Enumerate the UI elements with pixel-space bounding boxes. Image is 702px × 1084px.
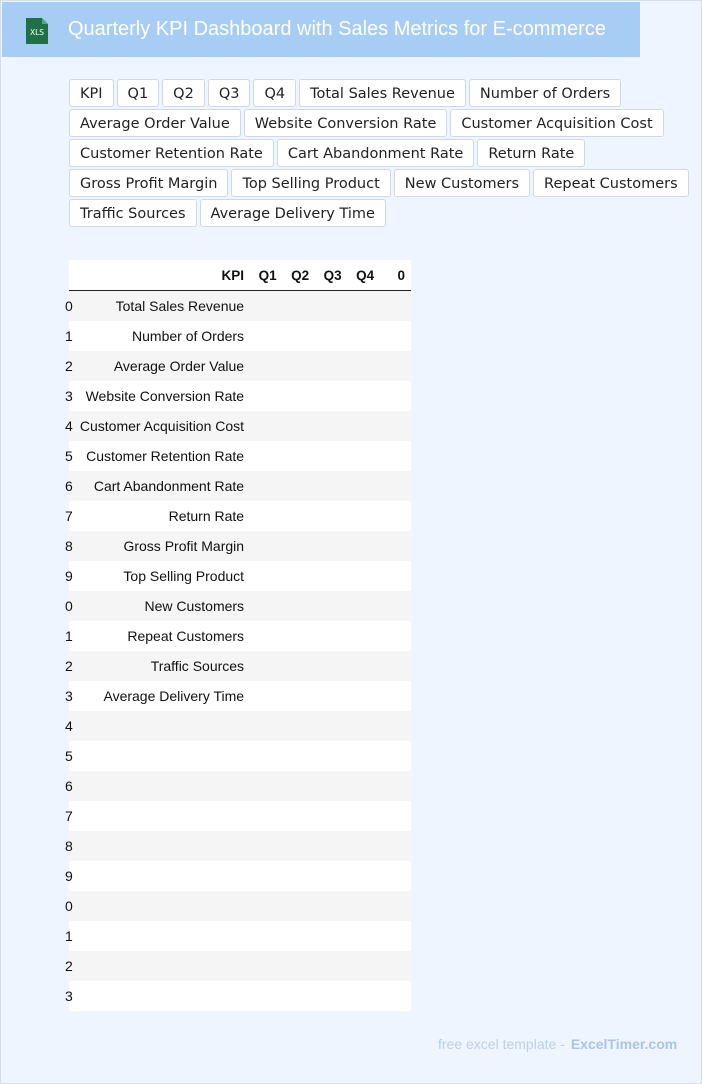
value-cell bbox=[283, 441, 316, 471]
value-cell bbox=[348, 951, 381, 981]
kpi-cell bbox=[69, 981, 250, 1011]
column-chip[interactable]: Average Delivery Time bbox=[200, 199, 386, 227]
value-cell bbox=[380, 291, 411, 322]
value-cell bbox=[315, 291, 348, 322]
value-cell bbox=[283, 321, 316, 351]
row-index-label: 0 bbox=[65, 898, 73, 914]
row-index-label: 1 bbox=[65, 928, 73, 944]
value-cell bbox=[283, 501, 316, 531]
value-cell bbox=[348, 771, 381, 801]
value-cell bbox=[348, 711, 381, 741]
value-cell bbox=[283, 291, 316, 322]
table-row bbox=[69, 381, 411, 411]
row-index-label: 6 bbox=[65, 778, 73, 794]
value-cell bbox=[315, 771, 348, 801]
value-cell bbox=[315, 891, 348, 921]
value-cell bbox=[250, 771, 283, 801]
table-header-row bbox=[69, 260, 411, 291]
row-index-label: 8 bbox=[65, 838, 73, 854]
kpi-cell: Repeat Customers bbox=[69, 621, 250, 651]
table-row bbox=[69, 711, 411, 741]
value-cell bbox=[315, 741, 348, 771]
column-chip[interactable]: Website Conversion Rate bbox=[244, 109, 448, 137]
kpi-cell: Top Selling Product bbox=[69, 561, 250, 591]
row-index-label: 1 bbox=[65, 628, 73, 644]
row-index-label: 7 bbox=[65, 808, 73, 824]
value-cell bbox=[250, 621, 283, 651]
column-chip[interactable]: Repeat Customers bbox=[533, 169, 689, 197]
table-row bbox=[69, 771, 411, 801]
xls-file-icon bbox=[23, 16, 51, 46]
kpi-cell bbox=[69, 951, 250, 981]
column-chip[interactable]: KPI bbox=[69, 79, 114, 107]
column-chip[interactable]: Number of Orders bbox=[469, 79, 621, 107]
value-cell bbox=[380, 831, 411, 861]
footer-credit bbox=[438, 1036, 677, 1052]
value-cell bbox=[250, 711, 283, 741]
value-cell bbox=[283, 561, 316, 591]
value-cell bbox=[250, 291, 283, 322]
kpi-cell: Customer Acquisition Cost bbox=[69, 411, 250, 441]
column-chip[interactable]: Q2 bbox=[162, 79, 205, 107]
table-row bbox=[69, 801, 411, 831]
page-title: Quarterly KPI Dashboard with Sales Metrics for E-commerce bbox=[68, 18, 606, 40]
row-index-label: 4 bbox=[65, 418, 73, 434]
value-cell bbox=[250, 351, 283, 381]
kpi-cell: Total Sales Revenue bbox=[69, 291, 250, 322]
value-cell bbox=[315, 981, 348, 1011]
value-cell bbox=[250, 861, 283, 891]
column-chip[interactable]: Top Selling Product bbox=[231, 169, 390, 197]
value-cell bbox=[283, 891, 316, 921]
value-cell bbox=[283, 531, 316, 561]
value-cell bbox=[250, 531, 283, 561]
kpi-cell: Cart Abandonment Rate bbox=[69, 471, 250, 501]
value-cell bbox=[380, 741, 411, 771]
value-cell bbox=[348, 381, 381, 411]
kpi-cell: Average Order Value bbox=[69, 351, 250, 381]
header-bar bbox=[2, 2, 640, 57]
value-cell bbox=[315, 621, 348, 651]
value-cell bbox=[315, 681, 348, 711]
value-cell bbox=[380, 771, 411, 801]
kpi-cell bbox=[69, 861, 250, 891]
value-cell bbox=[283, 741, 316, 771]
value-cell bbox=[250, 561, 283, 591]
table-row bbox=[69, 591, 411, 621]
table-row bbox=[69, 741, 411, 771]
value-cell bbox=[250, 681, 283, 711]
value-cell bbox=[315, 351, 348, 381]
kpi-cell bbox=[69, 891, 250, 921]
column-chip[interactable]: Return Rate bbox=[477, 139, 585, 167]
row-index-label: 7 bbox=[65, 508, 73, 524]
value-cell bbox=[348, 651, 381, 681]
table-row bbox=[69, 861, 411, 891]
value-cell bbox=[283, 381, 316, 411]
value-cell bbox=[348, 741, 381, 771]
row-index-label: 1 bbox=[65, 328, 73, 344]
value-cell bbox=[315, 411, 348, 441]
value-cell bbox=[283, 471, 316, 501]
footer-brand-link[interactable]: ExcelTimer.com bbox=[570, 1036, 678, 1052]
value-cell bbox=[250, 441, 283, 471]
value-cell bbox=[250, 321, 283, 351]
row-index-label: 0 bbox=[65, 598, 73, 614]
column-chip[interactable]: Q3 bbox=[208, 79, 251, 107]
table-row bbox=[69, 321, 411, 351]
kpi-cell: Gross Profit Margin bbox=[69, 531, 250, 561]
value-cell bbox=[250, 471, 283, 501]
value-cell bbox=[380, 861, 411, 891]
row-index-label: 2 bbox=[65, 358, 73, 374]
column-header-cell: Q3 bbox=[315, 260, 348, 291]
value-cell bbox=[380, 531, 411, 561]
column-header-cell: KPI bbox=[69, 260, 250, 291]
value-cell bbox=[348, 891, 381, 921]
value-cell bbox=[348, 831, 381, 861]
column-chip[interactable]: Total Sales Revenue bbox=[299, 79, 466, 107]
row-index-label: 9 bbox=[65, 868, 73, 884]
footer-text: free excel template - bbox=[438, 1036, 565, 1052]
table-row bbox=[69, 561, 411, 591]
kpi-cell bbox=[69, 711, 250, 741]
value-cell bbox=[348, 981, 381, 1011]
column-chip[interactable]: Cart Abandonment Rate bbox=[277, 139, 475, 167]
value-cell bbox=[380, 411, 411, 441]
value-cell bbox=[315, 441, 348, 471]
row-index-label: 3 bbox=[65, 388, 73, 404]
value-cell bbox=[380, 891, 411, 921]
table-row bbox=[69, 951, 411, 981]
value-cell bbox=[380, 381, 411, 411]
value-cell bbox=[315, 651, 348, 681]
value-cell bbox=[283, 951, 316, 981]
value-cell bbox=[315, 801, 348, 831]
row-index-label: 3 bbox=[65, 988, 73, 1004]
value-cell bbox=[380, 651, 411, 681]
row-index-label: 2 bbox=[65, 958, 73, 974]
table-row bbox=[69, 981, 411, 1011]
kpi-cell bbox=[69, 831, 250, 861]
value-cell bbox=[283, 981, 316, 1011]
value-cell bbox=[315, 321, 348, 351]
value-cell bbox=[380, 981, 411, 1011]
value-cell bbox=[380, 801, 411, 831]
value-cell bbox=[283, 771, 316, 801]
table-row bbox=[69, 831, 411, 861]
value-cell bbox=[348, 801, 381, 831]
value-cell bbox=[315, 471, 348, 501]
value-cell bbox=[283, 681, 316, 711]
table-row bbox=[69, 681, 411, 711]
value-cell bbox=[380, 921, 411, 951]
value-cell bbox=[250, 891, 283, 921]
value-cell bbox=[250, 921, 283, 951]
row-index-label: 2 bbox=[65, 658, 73, 674]
value-cell bbox=[348, 471, 381, 501]
value-cell bbox=[283, 711, 316, 741]
value-cell bbox=[315, 921, 348, 951]
value-cell bbox=[380, 711, 411, 741]
table-row bbox=[69, 441, 411, 471]
value-cell bbox=[315, 711, 348, 741]
value-cell bbox=[250, 981, 283, 1011]
column-chip[interactable]: Gross Profit Margin bbox=[69, 169, 228, 197]
kpi-cell: New Customers bbox=[69, 591, 250, 621]
value-cell bbox=[250, 411, 283, 441]
value-cell bbox=[380, 501, 411, 531]
row-index-label: 5 bbox=[65, 748, 73, 764]
column-chip[interactable]: Q4 bbox=[253, 79, 296, 107]
row-index-label: 3 bbox=[65, 688, 73, 704]
value-cell bbox=[348, 351, 381, 381]
value-cell bbox=[348, 591, 381, 621]
kpi-cell: Average Delivery Time bbox=[69, 681, 250, 711]
kpi-cell bbox=[69, 741, 250, 771]
value-cell bbox=[380, 591, 411, 621]
value-cell bbox=[380, 561, 411, 591]
value-cell bbox=[315, 951, 348, 981]
value-cell bbox=[348, 411, 381, 441]
table-body bbox=[65, 291, 411, 1012]
value-cell bbox=[283, 831, 316, 861]
row-index-label: 0 bbox=[65, 298, 73, 314]
value-cell bbox=[283, 411, 316, 441]
value-cell bbox=[315, 381, 348, 411]
kpi-cell: Website Conversion Rate bbox=[69, 381, 250, 411]
kpi-cell bbox=[69, 801, 250, 831]
value-cell bbox=[380, 351, 411, 381]
value-cell bbox=[283, 651, 316, 681]
table-row bbox=[69, 921, 411, 951]
kpi-cell bbox=[69, 921, 250, 951]
table-row bbox=[69, 411, 411, 441]
value-cell bbox=[348, 441, 381, 471]
column-chip[interactable]: Customer Retention Rate bbox=[69, 139, 274, 167]
value-cell bbox=[348, 921, 381, 951]
value-cell bbox=[315, 831, 348, 861]
value-cell bbox=[315, 561, 348, 591]
value-cell bbox=[315, 531, 348, 561]
table-row bbox=[69, 651, 411, 681]
kpi-table-container bbox=[65, 260, 411, 1011]
value-cell bbox=[348, 291, 381, 322]
value-cell bbox=[348, 321, 381, 351]
kpi-cell bbox=[69, 771, 250, 801]
value-cell bbox=[348, 681, 381, 711]
value-cell bbox=[250, 741, 283, 771]
value-cell bbox=[315, 861, 348, 891]
value-cell bbox=[380, 951, 411, 981]
value-cell bbox=[380, 681, 411, 711]
value-cell bbox=[348, 531, 381, 561]
value-cell bbox=[250, 831, 283, 861]
value-cell bbox=[348, 561, 381, 591]
column-header-cell: 0 bbox=[380, 260, 411, 291]
column-chip[interactable]: Q1 bbox=[117, 79, 160, 107]
row-index-label: 8 bbox=[65, 538, 73, 554]
value-cell bbox=[250, 651, 283, 681]
row-index-label: 5 bbox=[65, 448, 73, 464]
table-row bbox=[69, 531, 411, 561]
column-chip[interactable]: Average Order Value bbox=[69, 109, 241, 137]
value-cell bbox=[283, 801, 316, 831]
value-cell bbox=[380, 471, 411, 501]
column-chip[interactable]: New Customers bbox=[394, 169, 530, 197]
value-cell bbox=[283, 921, 316, 951]
value-cell bbox=[283, 621, 316, 651]
xls-icon-label: XLS bbox=[29, 28, 45, 37]
column-header-cell: Q2 bbox=[283, 260, 316, 291]
value-cell bbox=[315, 501, 348, 531]
table-row bbox=[69, 291, 411, 322]
value-cell bbox=[348, 501, 381, 531]
value-cell bbox=[283, 861, 316, 891]
value-cell bbox=[380, 321, 411, 351]
kpi-cell: Customer Retention Rate bbox=[69, 441, 250, 471]
value-cell bbox=[380, 441, 411, 471]
value-cell bbox=[250, 501, 283, 531]
row-index-label: 6 bbox=[65, 478, 73, 494]
column-header-cell: Q1 bbox=[250, 260, 283, 291]
kpi-cell: Traffic Sources bbox=[69, 651, 250, 681]
value-cell bbox=[348, 621, 381, 651]
table-row bbox=[69, 351, 411, 381]
row-index-label: 9 bbox=[65, 568, 73, 584]
value-cell bbox=[250, 951, 283, 981]
column-chip[interactable]: Traffic Sources bbox=[69, 199, 197, 227]
kpi-cell: Number of Orders bbox=[69, 321, 250, 351]
value-cell bbox=[283, 591, 316, 621]
table-row bbox=[69, 891, 411, 921]
kpi-cell: Return Rate bbox=[69, 501, 250, 531]
table-row bbox=[69, 501, 411, 531]
row-index-label: 4 bbox=[65, 718, 73, 734]
column-chip-list bbox=[69, 79, 701, 227]
kpi-table bbox=[65, 260, 411, 1011]
value-cell bbox=[250, 591, 283, 621]
column-header-cell: Q4 bbox=[348, 260, 381, 291]
value-cell bbox=[348, 861, 381, 891]
column-chip[interactable]: Customer Acquisition Cost bbox=[450, 109, 663, 137]
table-row bbox=[69, 471, 411, 501]
value-cell bbox=[380, 621, 411, 651]
table-row bbox=[69, 621, 411, 651]
value-cell bbox=[250, 381, 283, 411]
value-cell bbox=[250, 801, 283, 831]
value-cell bbox=[315, 591, 348, 621]
value-cell bbox=[283, 351, 316, 381]
